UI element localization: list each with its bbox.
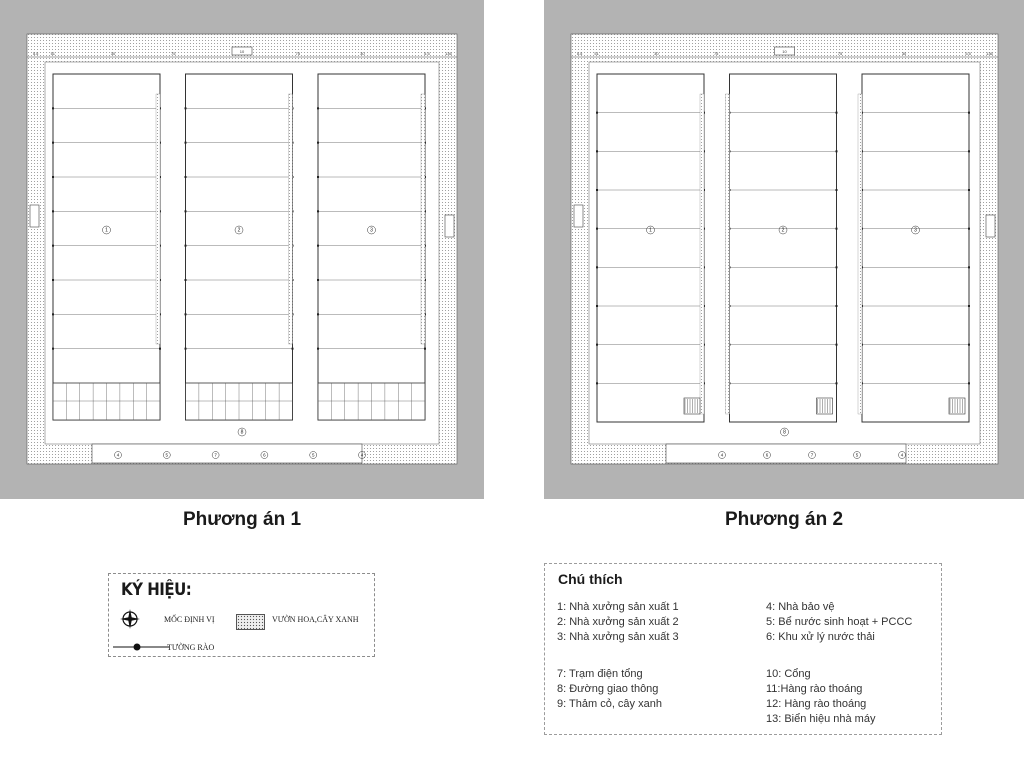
column-mark [836, 305, 838, 307]
column-mark [596, 228, 598, 230]
facility-number: 5 [165, 452, 169, 458]
bottom-facility-strip [92, 444, 362, 463]
facility-number: 6 [765, 452, 769, 458]
column-mark [596, 305, 598, 307]
column-mark [836, 189, 838, 191]
dimension-label: 30 [654, 51, 659, 56]
notes-title: Chú thích [558, 571, 623, 587]
survey-marker-icon [119, 608, 141, 630]
site-plan-option-2 [544, 0, 1024, 499]
column-mark [596, 266, 598, 268]
notes-right-bottom [766, 667, 875, 727]
column-mark [185, 107, 187, 109]
column-mark [185, 313, 187, 315]
fence-icon [113, 642, 169, 652]
factory-building [862, 74, 969, 422]
note-item: 8: Đường giao thông [557, 683, 659, 695]
site-plan-option-1 [0, 0, 484, 499]
facility-number: 4 [116, 452, 120, 458]
column-mark [424, 348, 426, 350]
column-mark [185, 245, 187, 247]
column-mark [52, 107, 54, 109]
dimension-label: 30 [901, 51, 907, 56]
column-mark [968, 266, 970, 268]
note-item: 9: Thảm cỏ, cây xanh [557, 698, 662, 710]
site-plan-drawing-2 [544, 0, 1024, 499]
facility-number: 5 [311, 452, 315, 458]
green-strip [421, 94, 425, 344]
factory-building [597, 74, 704, 422]
column-mark [317, 210, 319, 212]
column-mark [968, 228, 970, 230]
facility-number: 4 [900, 452, 904, 458]
green-area-label: VƯỜN HOA,CÂY XANH [272, 615, 359, 624]
factory-building [730, 74, 837, 422]
dimension-label: 136 [986, 51, 993, 56]
notes-legend [544, 563, 942, 735]
option-1-caption: Phương án 1 [182, 509, 302, 530]
column-mark [968, 189, 970, 191]
column-mark [317, 348, 319, 350]
column-mark [968, 305, 970, 307]
bottom-facility-strip [666, 444, 906, 463]
column-mark [185, 210, 187, 212]
dimension-label: 75 [837, 51, 843, 56]
column-mark [596, 382, 598, 384]
column-mark [968, 344, 970, 346]
green-strip [700, 94, 704, 414]
notes-left-bottom [557, 667, 662, 712]
road-number: 8 [240, 429, 244, 436]
column-mark [836, 112, 838, 114]
column-mark [159, 348, 161, 350]
site-plan-drawing-1 [0, 0, 484, 499]
dimension-label: 30 [110, 51, 116, 56]
column-mark [185, 348, 187, 350]
column-mark [317, 279, 319, 281]
dimension-label: 5.5 [576, 51, 583, 56]
facility-number: 5 [855, 452, 859, 458]
facility-number: 4 [360, 452, 364, 458]
side-gate-right [445, 215, 454, 237]
building-number: 2 [237, 227, 241, 234]
column-mark [836, 228, 838, 230]
column-mark [185, 142, 187, 144]
column-mark [836, 344, 838, 346]
column-mark [836, 382, 838, 384]
symbols-title: KÝ HIỆU: [121, 578, 192, 600]
column-mark [317, 107, 319, 109]
column-mark [292, 348, 294, 350]
fence-label: TƯỜNG RÀO [167, 643, 215, 652]
factory-building [186, 74, 293, 420]
dimension-label: 51 [594, 51, 599, 56]
note-item: 11:Hàng rào thoáng [766, 683, 863, 695]
note-item: 4: Nhà bảo vệ [766, 601, 835, 613]
dimension-label: 5.5 [32, 51, 39, 56]
green-strip [156, 94, 160, 344]
green-strip [858, 94, 862, 414]
column-mark [52, 245, 54, 247]
column-mark [185, 279, 187, 281]
note-item: 7: Trạm điện tổng [557, 668, 643, 680]
note-item: 3: Nhà xưởng sản xuất 3 [557, 631, 679, 643]
green-strip [726, 94, 730, 414]
note-item: 13: Biển hiệu nhà máy [766, 713, 876, 725]
column-mark [317, 142, 319, 144]
column-mark [317, 176, 319, 178]
column-mark [836, 266, 838, 268]
green-strip [289, 94, 293, 344]
column-mark [185, 176, 187, 178]
dimension-label: 75 [170, 51, 176, 56]
option-2-caption: Phương án 2 [724, 509, 844, 530]
column-mark [317, 313, 319, 315]
column-mark [596, 150, 598, 152]
factory-building [53, 74, 160, 420]
facility-number: 7 [810, 452, 814, 458]
facility-number: 7 [214, 452, 217, 458]
dimension-label: 75 [713, 51, 719, 56]
column-mark [52, 279, 54, 281]
dimension-label: 5.5 [965, 51, 971, 56]
green-area-swatch [236, 614, 265, 630]
note-item: 2: Nhà xưởng sản xuất 2 [557, 616, 679, 628]
column-mark [836, 150, 838, 152]
notes-right-top [766, 600, 912, 645]
column-mark [968, 150, 970, 152]
column-mark [596, 189, 598, 191]
column-mark [596, 344, 598, 346]
building-number: 3 [914, 227, 917, 234]
dimension-label: 30 [360, 51, 365, 56]
factory-building [318, 74, 425, 420]
dimension-label: 136 [445, 51, 452, 56]
side-gate-left [574, 205, 583, 227]
building-number: 1 [105, 227, 108, 234]
column-mark [52, 142, 54, 144]
column-mark [52, 210, 54, 212]
note-item: 5: Bể nước sinh hoạt + PCCC [766, 616, 913, 628]
survey-marker-label: MỐC ĐỊNH VỊ [164, 615, 215, 624]
dimension-label: 51 [50, 51, 56, 56]
column-mark [968, 382, 970, 384]
dimension-label: 5.5 [424, 51, 430, 56]
facility-number: 6 [263, 452, 266, 458]
facility-number: 4 [720, 452, 724, 458]
note-item: 12: Hàng rào thoáng [766, 698, 867, 710]
column-mark [52, 348, 54, 350]
column-mark [968, 112, 970, 114]
dimension-label: 75 [295, 51, 301, 56]
building-number: 2 [781, 227, 785, 234]
column-mark [596, 112, 598, 114]
road-number: 8 [783, 429, 786, 436]
column-mark [52, 176, 54, 178]
symbols-legend [108, 573, 375, 657]
gate-number: 10 [782, 49, 787, 54]
notes-left-top [557, 600, 679, 645]
column-mark [317, 245, 319, 247]
building-number: 1 [649, 227, 652, 234]
note-item: 6: Khu xử lý nước thải [766, 631, 875, 643]
side-gate-left [30, 205, 39, 227]
note-item: 10: Cổng [766, 668, 811, 680]
note-item: 1: Nhà xưởng sản xuất 1 [557, 601, 679, 613]
column-mark [52, 313, 54, 315]
gate-number: 10 [239, 49, 245, 54]
building-number: 3 [370, 227, 373, 234]
side-gate-right [986, 215, 995, 237]
